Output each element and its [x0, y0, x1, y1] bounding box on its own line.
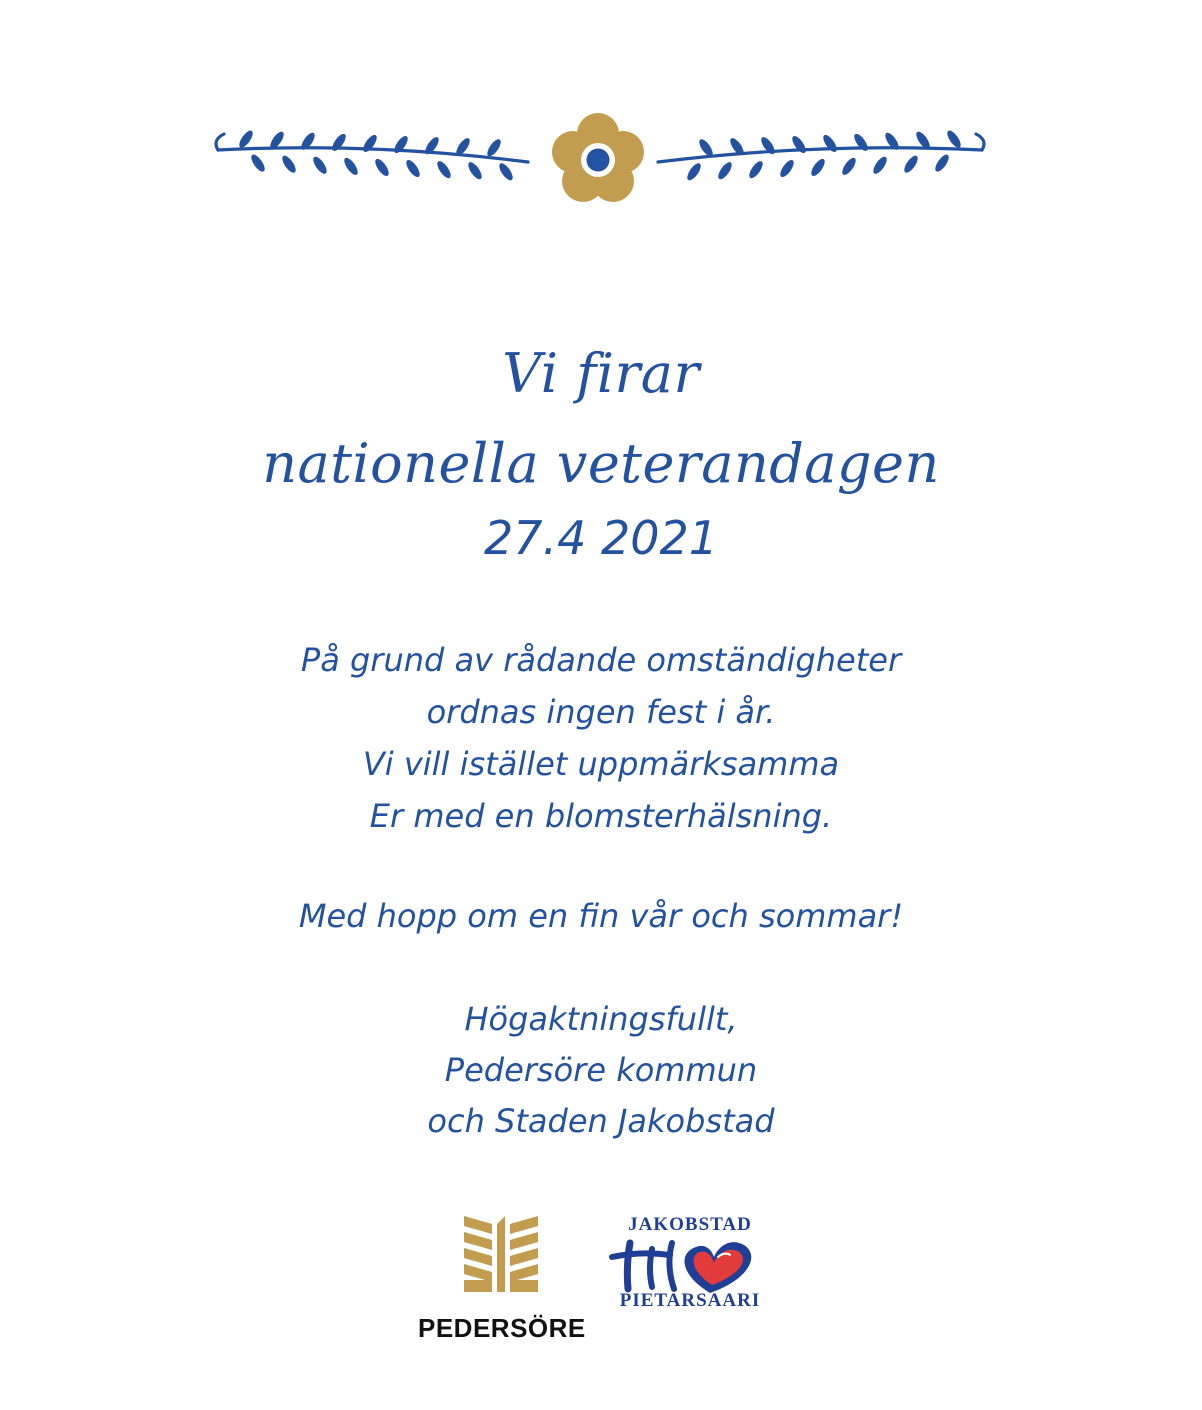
vine-leaf-icon	[747, 159, 765, 180]
vine-leaf-icon	[933, 153, 951, 174]
vine-leaf-icon	[778, 158, 796, 179]
pedersore-logo	[418, 1210, 586, 1343]
signature-line: Högaktningsfullt,	[464, 1000, 738, 1038]
folk-vine-flower-icon	[210, 92, 990, 222]
vine-leaf-icon	[809, 157, 827, 178]
vine-leaf-icon	[330, 132, 348, 153]
vine-leaf-icon	[902, 154, 920, 175]
jakobstad-logo	[600, 1210, 780, 1330]
message-line: Vi vill istället uppmärksamma	[362, 745, 840, 783]
vine-leaf-icon	[361, 133, 379, 154]
heart-icon	[600, 1235, 780, 1295]
wheat-sheaf-icon	[418, 1210, 583, 1310]
pietarsaari-name: PIETARSAARI	[619, 1290, 761, 1311]
vine-leaf-icon	[373, 157, 391, 178]
vine-leaf-icon	[237, 129, 255, 150]
vine-leaf-icon	[790, 134, 808, 155]
vine-leaf-icon	[840, 156, 858, 177]
vine-leaf-icon	[821, 133, 839, 154]
message-line: ordnas ingen fest i år.	[426, 693, 776, 731]
title-line-2: nationella veterandagen	[262, 432, 940, 495]
jakobstad-name: JAKOBSTAD	[628, 1214, 752, 1235]
signature-line: Pedersöre kommun	[444, 1051, 758, 1089]
vine-leaf-icon	[404, 158, 422, 179]
title-line-1: Vi firar	[502, 342, 700, 405]
vine-leaf-icon	[485, 137, 503, 158]
vine-leaf-icon	[280, 154, 298, 175]
vine-leaf-icon	[685, 161, 703, 182]
vine-leaf-icon	[871, 155, 889, 176]
vine-leaf-icon	[497, 161, 515, 182]
vine-leaf-icon	[716, 160, 734, 181]
pedersore-name: PEDERSÖRE	[418, 1313, 586, 1343]
vine-leaf-icon	[945, 129, 963, 150]
event-date: 27.4 2021	[483, 511, 719, 565]
vine-leaf-icon	[466, 160, 484, 181]
message-line: Er med en blomsterhälsning.	[369, 797, 833, 835]
signature-line: och Staden Jakobstad	[427, 1102, 775, 1140]
vine-leaf-icon	[342, 156, 360, 177]
message-line: På grund av rådande omständigheter	[300, 641, 902, 679]
vine-leaf-icon	[249, 153, 267, 174]
vine-leaf-icon	[852, 132, 870, 153]
vine-leaf-icon	[311, 155, 329, 176]
vine-leaf-icon	[435, 159, 453, 180]
wish-line: Med hopp om en fin vår och sommar!	[298, 897, 904, 935]
